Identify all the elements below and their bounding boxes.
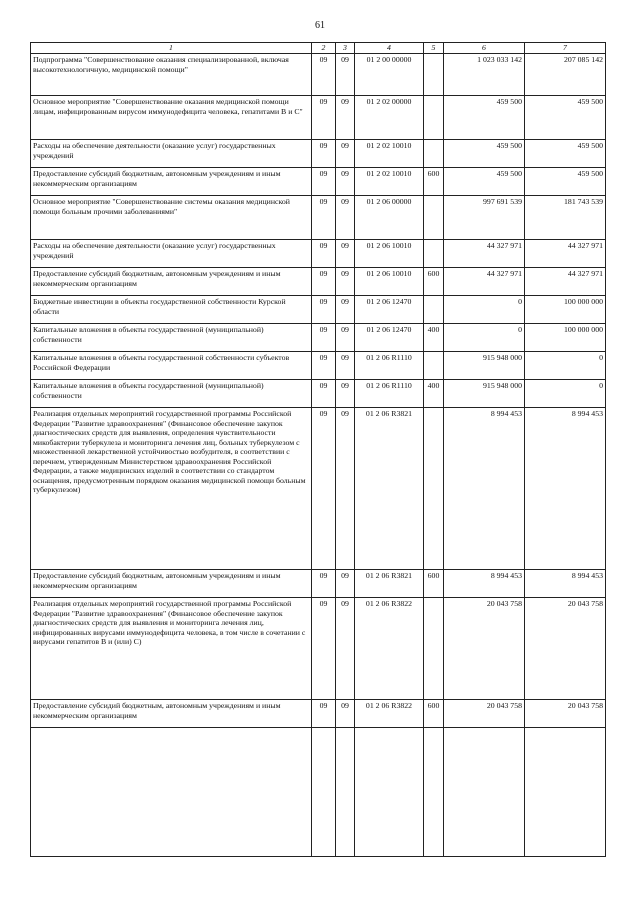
- target-article-cell: 01 2 06 R3821: [355, 570, 424, 598]
- section-code-cell: [312, 728, 336, 857]
- table-row: [31, 408, 606, 570]
- amount-year1-cell: 1 023 033 142: [444, 54, 525, 96]
- row-name-cell: [31, 728, 312, 857]
- page-number: 61: [315, 20, 325, 31]
- section-code-cell: 09: [312, 352, 336, 380]
- amount-year2-cell: 459 500: [525, 140, 606, 168]
- table-row: [31, 324, 606, 352]
- table-row: [31, 570, 606, 598]
- expense-type-cell: 400: [424, 324, 444, 352]
- column-header: 4: [355, 43, 424, 54]
- expense-type-cell: [424, 352, 444, 380]
- expense-type-cell: [424, 54, 444, 96]
- target-article-cell: 01 2 06 R1110: [355, 380, 424, 408]
- table-row: [31, 140, 606, 168]
- column-header: 5: [424, 43, 444, 54]
- amount-year2-cell: 0: [525, 380, 606, 408]
- row-name-cell: Основное мероприятие "Совершенствование системы оказания медицинской помощи больным прочими заболеваниями": [31, 196, 312, 240]
- table-row: [31, 168, 606, 196]
- table-body: [31, 54, 606, 857]
- target-article-cell: 01 2 00 00000: [355, 54, 424, 96]
- table-row: [31, 380, 606, 408]
- row-name-cell: Реализация отдельных мероприятий государственной программы Российской Федерации "Развитие здравоохранения" (Финансовое обеспечение закупок диагностических средств для выявления, определения чувствительности микобактерии туберкулеза и мониторинга лечения лиц, больных туберкулезом с множественной лекарственной устойчивостью возбудителя, в соответствии с перечнем, утвержденным Министерством здравоохранения Российской Федерации, а также медицинских изделий в соответствии со стандартом оснащения, предусмотренным порядком оказания медицинской помощи больным туберкулезом): [31, 408, 312, 570]
- row-name-cell: Расходы на обеспечение деятельности (оказание услуг) государственных учреждений: [31, 140, 312, 168]
- table-row: [31, 240, 606, 268]
- column-header: 1: [31, 43, 312, 54]
- amount-year1-cell: 44 327 971: [444, 240, 525, 268]
- subsection-code-cell: 09: [336, 598, 355, 700]
- table-row: [31, 728, 606, 857]
- section-code-cell: 09: [312, 296, 336, 324]
- row-name-cell: Бюджетные инвестиции в объекты государственной собственности Курской области: [31, 296, 312, 324]
- amount-year1-cell: 459 500: [444, 168, 525, 196]
- subsection-code-cell: 09: [336, 240, 355, 268]
- subsection-code-cell: 09: [336, 196, 355, 240]
- subsection-code-cell: 09: [336, 324, 355, 352]
- expense-type-cell: 600: [424, 570, 444, 598]
- amount-year2-cell: [525, 728, 606, 857]
- amount-year1-cell: 44 327 971: [444, 268, 525, 296]
- subsection-code-cell: 09: [336, 570, 355, 598]
- target-article-cell: 01 2 06 10010: [355, 268, 424, 296]
- subsection-code-cell: 09: [336, 168, 355, 196]
- budget-table: [30, 42, 606, 857]
- amount-year2-cell: 207 085 142: [525, 54, 606, 96]
- column-header: 6: [444, 43, 525, 54]
- column-header: 3: [336, 43, 355, 54]
- row-name-cell: Капитальные вложения в объекты государственной (муниципальной) собственности: [31, 324, 312, 352]
- amount-year2-cell: 8 994 453: [525, 408, 606, 570]
- subsection-code-cell: [336, 728, 355, 857]
- table-row: [31, 196, 606, 240]
- subsection-code-cell: 09: [336, 352, 355, 380]
- target-article-cell: 01 2 02 10010: [355, 168, 424, 196]
- subsection-code-cell: 09: [336, 380, 355, 408]
- amount-year2-cell: 181 743 539: [525, 196, 606, 240]
- table-row: [31, 54, 606, 96]
- column-header: 7: [525, 43, 606, 54]
- amount-year1-cell: 20 043 758: [444, 598, 525, 700]
- row-name-cell: Предоставление субсидий бюджетным, автономным учреждениям и иным некоммерческим организациям: [31, 268, 312, 296]
- target-article-cell: 01 2 06 R3821: [355, 408, 424, 570]
- amount-year1-cell: 8 994 453: [444, 570, 525, 598]
- amount-year2-cell: 0: [525, 352, 606, 380]
- expense-type-cell: [424, 598, 444, 700]
- target-article-cell: 01 2 06 R3822: [355, 598, 424, 700]
- target-article-cell: 01 2 02 00000: [355, 96, 424, 140]
- section-code-cell: 09: [312, 268, 336, 296]
- amount-year2-cell: 459 500: [525, 168, 606, 196]
- expense-type-cell: [424, 296, 444, 324]
- row-name-cell: Предоставление субсидий бюджетным, автономным учреждениям и иным некоммерческим организациям: [31, 168, 312, 196]
- amount-year2-cell: 20 043 758: [525, 700, 606, 728]
- row-name-cell: Капитальные вложения в объекты государственной (муниципальной) собственности: [31, 380, 312, 408]
- amount-year1-cell: 20 043 758: [444, 700, 525, 728]
- section-code-cell: 09: [312, 140, 336, 168]
- row-name-cell: Основное мероприятие "Совершенствование оказания медицинской помощи лицам, инфицированным вирусом иммунодефицита человека, гепатитами B и C": [31, 96, 312, 140]
- target-article-cell: 01 2 06 12470: [355, 324, 424, 352]
- section-code-cell: 09: [312, 380, 336, 408]
- section-code-cell: 09: [312, 598, 336, 700]
- expense-type-cell: [424, 408, 444, 570]
- row-name-cell: Предоставление субсидий бюджетным, автономным учреждениям и иным некоммерческим организациям: [31, 700, 312, 728]
- subsection-code-cell: 09: [336, 96, 355, 140]
- table-row: [31, 268, 606, 296]
- section-code-cell: 09: [312, 570, 336, 598]
- target-article-cell: 01 2 06 R1110: [355, 352, 424, 380]
- target-article-cell: 01 2 06 10010: [355, 240, 424, 268]
- subsection-code-cell: 09: [336, 296, 355, 324]
- section-code-cell: 09: [312, 54, 336, 96]
- section-code-cell: 09: [312, 96, 336, 140]
- amount-year1-cell: 0: [444, 296, 525, 324]
- expense-type-cell: 400: [424, 380, 444, 408]
- subsection-code-cell: 09: [336, 700, 355, 728]
- amount-year2-cell: 20 043 758: [525, 598, 606, 700]
- target-article-cell: 01 2 06 00000: [355, 196, 424, 240]
- row-name-cell: Расходы на обеспечение деятельности (оказание услуг) государственных учреждений: [31, 240, 312, 268]
- row-name-cell: Подпрограмма "Совершенствование оказания специализированной, включая высокотехнологичную, медицинской помощи": [31, 54, 312, 96]
- subsection-code-cell: 09: [336, 54, 355, 96]
- column-header: 2: [312, 43, 336, 54]
- subsection-code-cell: 09: [336, 140, 355, 168]
- expense-type-cell: 600: [424, 700, 444, 728]
- amount-year2-cell: 100 000 000: [525, 296, 606, 324]
- expense-type-cell: [424, 728, 444, 857]
- target-article-cell: 01 2 06 12470: [355, 296, 424, 324]
- amount-year1-cell: 459 500: [444, 96, 525, 140]
- section-code-cell: 09: [312, 408, 336, 570]
- expense-type-cell: [424, 196, 444, 240]
- subsection-code-cell: 09: [336, 408, 355, 570]
- expense-type-cell: [424, 240, 444, 268]
- amount-year1-cell: 0: [444, 324, 525, 352]
- expense-type-cell: [424, 96, 444, 140]
- section-code-cell: 09: [312, 324, 336, 352]
- amount-year1-cell: 997 691 539: [444, 196, 525, 240]
- table-row: [31, 296, 606, 324]
- table-row: [31, 96, 606, 140]
- amount-year1-cell: [444, 728, 525, 857]
- amount-year2-cell: 100 000 000: [525, 324, 606, 352]
- section-code-cell: 09: [312, 168, 336, 196]
- row-name-cell: Реализация отдельных мероприятий государственной программы Российской Федерации "Развитие здравоохранения" (Финансовое обеспечение закупок диагностических средств для выявления и мониторинга лечения лиц, инфицированных вирусами иммунодефицита человека, в том числе в сочетании с вирусами гепатитов B и (или) C): [31, 598, 312, 700]
- expense-type-cell: [424, 140, 444, 168]
- amount-year1-cell: 915 948 000: [444, 352, 525, 380]
- amount-year1-cell: 915 948 000: [444, 380, 525, 408]
- table-row: [31, 352, 606, 380]
- section-code-cell: 09: [312, 240, 336, 268]
- column-number-row: [31, 43, 606, 54]
- table-row: [31, 700, 606, 728]
- row-name-cell: Предоставление субсидий бюджетным, автономным учреждениям и иным некоммерческим организациям: [31, 570, 312, 598]
- section-code-cell: 09: [312, 196, 336, 240]
- target-article-cell: 01 2 02 10010: [355, 140, 424, 168]
- amount-year2-cell: 459 500: [525, 96, 606, 140]
- amount-year2-cell: 44 327 971: [525, 240, 606, 268]
- subsection-code-cell: 09: [336, 268, 355, 296]
- amount-year2-cell: 8 994 453: [525, 570, 606, 598]
- amount-year1-cell: 459 500: [444, 140, 525, 168]
- row-name-cell: Капитальные вложения в объекты государственной собственности субъектов Российской Федерации: [31, 352, 312, 380]
- expense-type-cell: 600: [424, 268, 444, 296]
- amount-year2-cell: 44 327 971: [525, 268, 606, 296]
- amount-year1-cell: 8 994 453: [444, 408, 525, 570]
- target-article-cell: [355, 728, 424, 857]
- expense-type-cell: 600: [424, 168, 444, 196]
- target-article-cell: 01 2 06 R3822: [355, 700, 424, 728]
- table-row: [31, 598, 606, 700]
- section-code-cell: 09: [312, 700, 336, 728]
